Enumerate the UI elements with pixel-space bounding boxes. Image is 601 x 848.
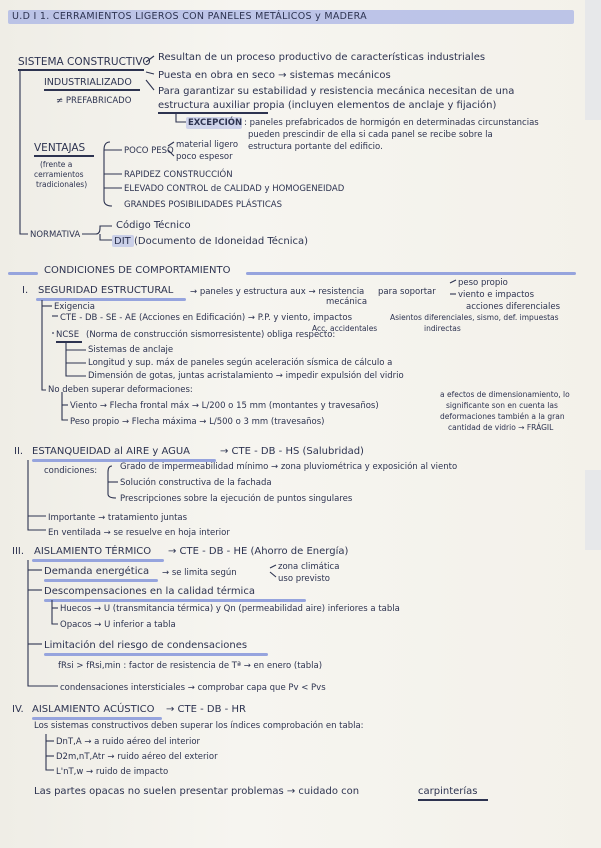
ter-demanda: Demanda energética <box>44 566 150 577</box>
sistema-line-2: Puesta en obra en seco → sistemas mecánicos <box>158 70 391 81</box>
seg-exigencia: Exigencia <box>54 302 96 312</box>
seg-acc-accidentales: Acc. accidentales <box>312 324 378 333</box>
est-importante: Importante → tratamiento juntas <box>48 513 188 523</box>
ter-fsi: fRsi > fRsi,min : factor de resistencia de Tª → en enero (tabla) <box>58 661 323 671</box>
seg-longitud: Longitud y sup. máx de paneles según aceleración sísmica de cálculo a <box>88 358 393 368</box>
sistema-heading: SISTEMA CONSTRUCTIVO <box>18 56 151 68</box>
no-prefabricado: ≠ PREFABRICADO <box>56 96 132 106</box>
ventajas-heading: VENTAJAS <box>34 142 86 154</box>
frente-a: (frente a <box>40 160 73 169</box>
est-condiciones: condiciones: <box>44 466 98 476</box>
poco-espesor: poco espesor <box>176 152 233 162</box>
seg-anclaje: Sistemas de anclaje <box>88 345 174 355</box>
ter-descomp: Descompensaciones en la calidad térmica <box>44 586 255 597</box>
acu-partes: Las partes opacas no suelen presentar problemas → cuidado con <box>34 786 360 797</box>
est-c1: Grado de impermeabilidad mínimo → zona pluviométrica y exposición al viento <box>120 462 458 472</box>
seg-num: I. <box>22 285 29 296</box>
seg-ncse: NCSE <box>56 330 80 340</box>
seg-cte-line: CTE - DB - SE - AE (Acciones en Edificación) → P.P. y viento, impactos <box>60 313 352 323</box>
ter-uso: uso previsto <box>278 574 331 584</box>
est-c2: Solución constructiva de la fachada <box>120 478 272 488</box>
seg-no-deben: No deben superar deformaciones: <box>48 385 193 395</box>
seg-nota-2: significante son en cuenta las <box>446 401 558 410</box>
dit-text: (Documento de Idoneidad Técnica) <box>134 236 309 247</box>
seg-viento-impactos: viento e impactos <box>458 290 535 300</box>
posibilidades-plasticas: GRANDES POSIBILIDADES PLÁSTICAS <box>124 200 282 210</box>
acu-num: IV. <box>12 704 24 715</box>
rapidez: RAPIDEZ CONSTRUCCIÓN <box>124 170 233 180</box>
est-c3: Prescripciones sobre la ejecución de puntos singulares <box>120 494 353 504</box>
industrializado: INDUSTRIALIZADO <box>44 77 132 88</box>
seg-peso-propio: peso propio <box>458 278 508 288</box>
ter-demanda-line: → se limita según <box>162 568 237 578</box>
seg-ncse-line: (Norma de construcción sismorresistente) obliga respecto: <box>86 330 336 340</box>
dit-label: DIT <box>114 236 131 247</box>
ter-limitacion: Limitación del riesgo de condensaciones <box>44 640 248 651</box>
ter-heading: AISLAMIENTO TÉRMICO <box>34 546 152 557</box>
ter-huecos: Huecos → U (transmitancia térmica) y Qn (permeabilidad aire) inferiores a tabla <box>60 604 400 614</box>
seg-nota-1: a efectos de dimensionamiento, lo <box>440 390 570 399</box>
seg-acciones-dif: acciones diferenciales <box>466 302 561 312</box>
sistema-line-4: estructura auxiliar propia (incluyen elementos de anclaje y fijación) <box>158 100 497 111</box>
seg-viento-def: Viento → Flecha frontal máx → L/200 o 15 mm (montantes y travesaños) <box>70 401 379 411</box>
page-title: U.D I 1. CERRAMIENTOS LIGEROS CON PANELES METÁLICOS y MADERA <box>12 11 367 22</box>
poco-peso: POCO PESO <box>124 146 174 156</box>
seg-nota-3: deformaciones también a la gran <box>440 412 565 421</box>
est-num: II. <box>14 446 24 457</box>
seg-indirectas: indirectas <box>424 324 461 333</box>
codigo-tecnico: Código Técnico <box>116 220 191 231</box>
normativa-heading: NORMATIVA <box>30 230 81 240</box>
material-ligero: material ligero <box>176 140 239 150</box>
seg-mecanica: mecánica <box>326 297 368 307</box>
condiciones-heading: CONDICIONES DE COMPORTAMIENTO <box>44 265 231 276</box>
ter-num: III. <box>12 546 25 557</box>
acu-heading: AISLAMIENTO ACÚSTICO <box>32 704 155 715</box>
sistema-line-1: Resultan de un proceso productivo de características industriales <box>158 52 486 63</box>
acu-i3: L'nT,w → ruido de impacto <box>56 767 169 777</box>
excepcion-label: EXCEPCIÓN <box>188 118 243 128</box>
seg-dimension: Dimensión de gotas, juntas acristalamiento → impedir expulsión del vidrio <box>88 371 404 381</box>
seg-heading: SEGURIDAD ESTRUCTURAL <box>38 285 174 296</box>
acu-cte: → CTE - DB - HR <box>166 704 246 715</box>
ter-intersticiales: condensaciones intersticiales → comprobar capa que Pv < Pvs <box>60 683 326 693</box>
seg-nota-4: cantidad de vidrio → FRÁGIL <box>448 423 554 432</box>
acu-i1: DnT,A → a ruido aéreo del interior <box>56 737 201 747</box>
sistema-line-3: Para garantizar su estabilidad y resistencia mecánica necesitan de una <box>158 86 515 97</box>
est-heading: ESTANQUEIDAD al AIRE y AGUA <box>32 446 191 457</box>
tradicionales: tradicionales) <box>36 180 88 189</box>
sistema-line-6: pueden prescindir de ella si cada panel se recibe sobre la <box>248 130 493 140</box>
seg-line-1: → paneles y estructura aux → resistencia <box>190 287 365 297</box>
est-ventilada: En ventilada → se resuelve en hoja interior <box>48 528 230 538</box>
acu-intro: Los sistemas constructivos deben superar los índices comprobación en tabla: <box>34 721 364 731</box>
sistema-line-7: estructura portante del edificio. <box>248 142 383 152</box>
ter-cte: → CTE - DB - HE (Ahorro de Energía) <box>168 546 349 557</box>
ter-zona: zona climática <box>278 562 340 572</box>
seg-peso-def: Peso propio → Flecha máxima → L/500 o 3 mm (travesaños) <box>70 417 325 427</box>
acu-carpinterias: carpinterías <box>418 786 478 797</box>
ter-opacos: Opacos → U inferior a tabla <box>60 620 176 630</box>
cerramientos: cerramientos <box>34 170 84 179</box>
acu-i2: D2m,nT,Atr → ruido aéreo del exterior <box>56 752 218 762</box>
sistema-line-5: : paneles prefabricados de hormigón en determinadas circunstancias <box>244 118 539 128</box>
est-cte: → CTE - DB - HS (Salubridad) <box>220 446 364 457</box>
seg-para-soportar: para soportar <box>378 287 436 297</box>
control-calidad: ELEVADO CONTROL de CALIDAD y HOMOGENEIDAD <box>124 184 345 194</box>
seg-asientos: Asientos diferenciales, sismo, def. impuestas <box>390 313 559 322</box>
